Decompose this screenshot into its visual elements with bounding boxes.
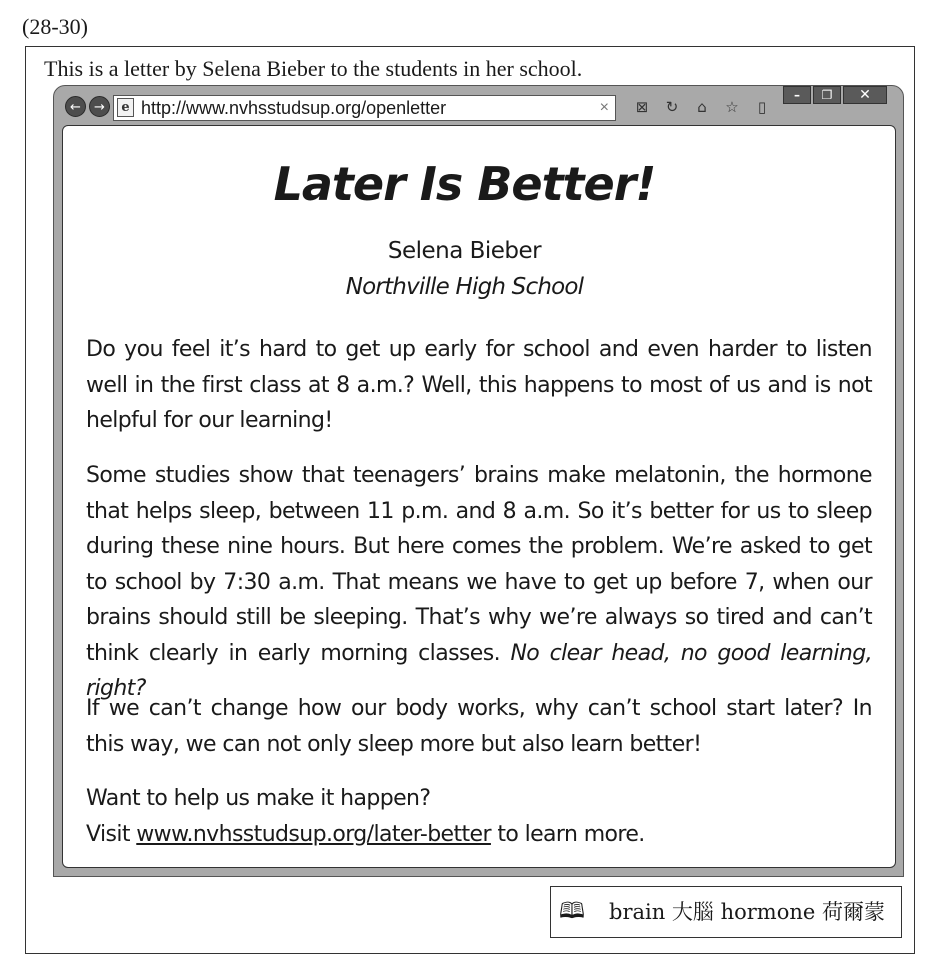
page-icon: e bbox=[117, 98, 134, 117]
star-icon[interactable]: ☆ bbox=[725, 98, 739, 116]
close-window-icon[interactable]: ✕ bbox=[843, 86, 887, 104]
close-tab-icon[interactable]: ⊠ bbox=[635, 98, 649, 116]
intro-text: This is a letter by Selena Bieber to the students in her school. bbox=[44, 56, 583, 81]
paragraph-2-italic: No clear head, no good learning, right? bbox=[86, 640, 872, 701]
window-controls bbox=[783, 86, 887, 104]
address-bar[interactable] bbox=[113, 95, 616, 121]
letter-title: Later Is Better! bbox=[273, 157, 656, 211]
visit-label: Visit bbox=[86, 821, 137, 847]
refresh-icon[interactable]: ↻ bbox=[665, 98, 679, 116]
letter-paragraph-3: If we can’t change how our body works, why can’t school start later? In this way, we can not only sleep more but also learn better! bbox=[86, 696, 872, 757]
letter-paragraph-4 bbox=[86, 781, 872, 852]
arrow-left-icon[interactable]: ← bbox=[65, 96, 86, 117]
book-icon: 🕮 bbox=[559, 899, 585, 924]
maximize-icon[interactable]: ❐ bbox=[813, 86, 841, 104]
arrow-right-icon[interactable]: → bbox=[89, 96, 110, 117]
letter-paragraph-1: Do you feel it’s hard to get up early for school and even harder to listen well in the first class at 8 a.m.? Well, this happens to most of us and is not helpful for our learning! bbox=[86, 337, 872, 433]
document-icon[interactable]: ▯ bbox=[757, 98, 767, 116]
letter-paragraph-2 bbox=[86, 458, 872, 707]
visit-line bbox=[86, 817, 872, 853]
letter-school: Northville High School bbox=[345, 274, 584, 300]
paragraph-2-text: Some studies show that teenagers’ brains make melatonin, the hormone that helps sleep, between 11 p.m. and 8 a.m. So it’s better for us to sleep during these nine hours. But here comes the problem. We’re asked to get to school by 7:30 a.m. That means we have to get up before 7, when our brains should still be sleeping. That’s why we’re always so tired and can’t think clearly in early morning classes. bbox=[86, 463, 872, 666]
clear-url-icon[interactable]: × bbox=[599, 99, 609, 116]
browser-toolbar bbox=[631, 96, 773, 118]
call-to-action: Want to help us make it happen? bbox=[86, 786, 431, 811]
question-range: (28-30) bbox=[22, 14, 88, 39]
glossary-box bbox=[550, 886, 902, 938]
browser-nav bbox=[65, 96, 110, 117]
letter-author: Selena Bieber bbox=[387, 238, 542, 264]
minimize-icon[interactable]: – bbox=[783, 86, 811, 104]
visit-end: to learn more. bbox=[490, 821, 645, 847]
glossary-words: brain 大腦 hormone 荷爾蒙 bbox=[609, 900, 885, 924]
later-better-link[interactable]: www.nvhsstudsup.org/later-better bbox=[136, 821, 491, 847]
home-icon[interactable]: ⌂ bbox=[697, 98, 707, 116]
url-text: http://www.nvhsstudsup.org/openletter bbox=[141, 98, 447, 118]
